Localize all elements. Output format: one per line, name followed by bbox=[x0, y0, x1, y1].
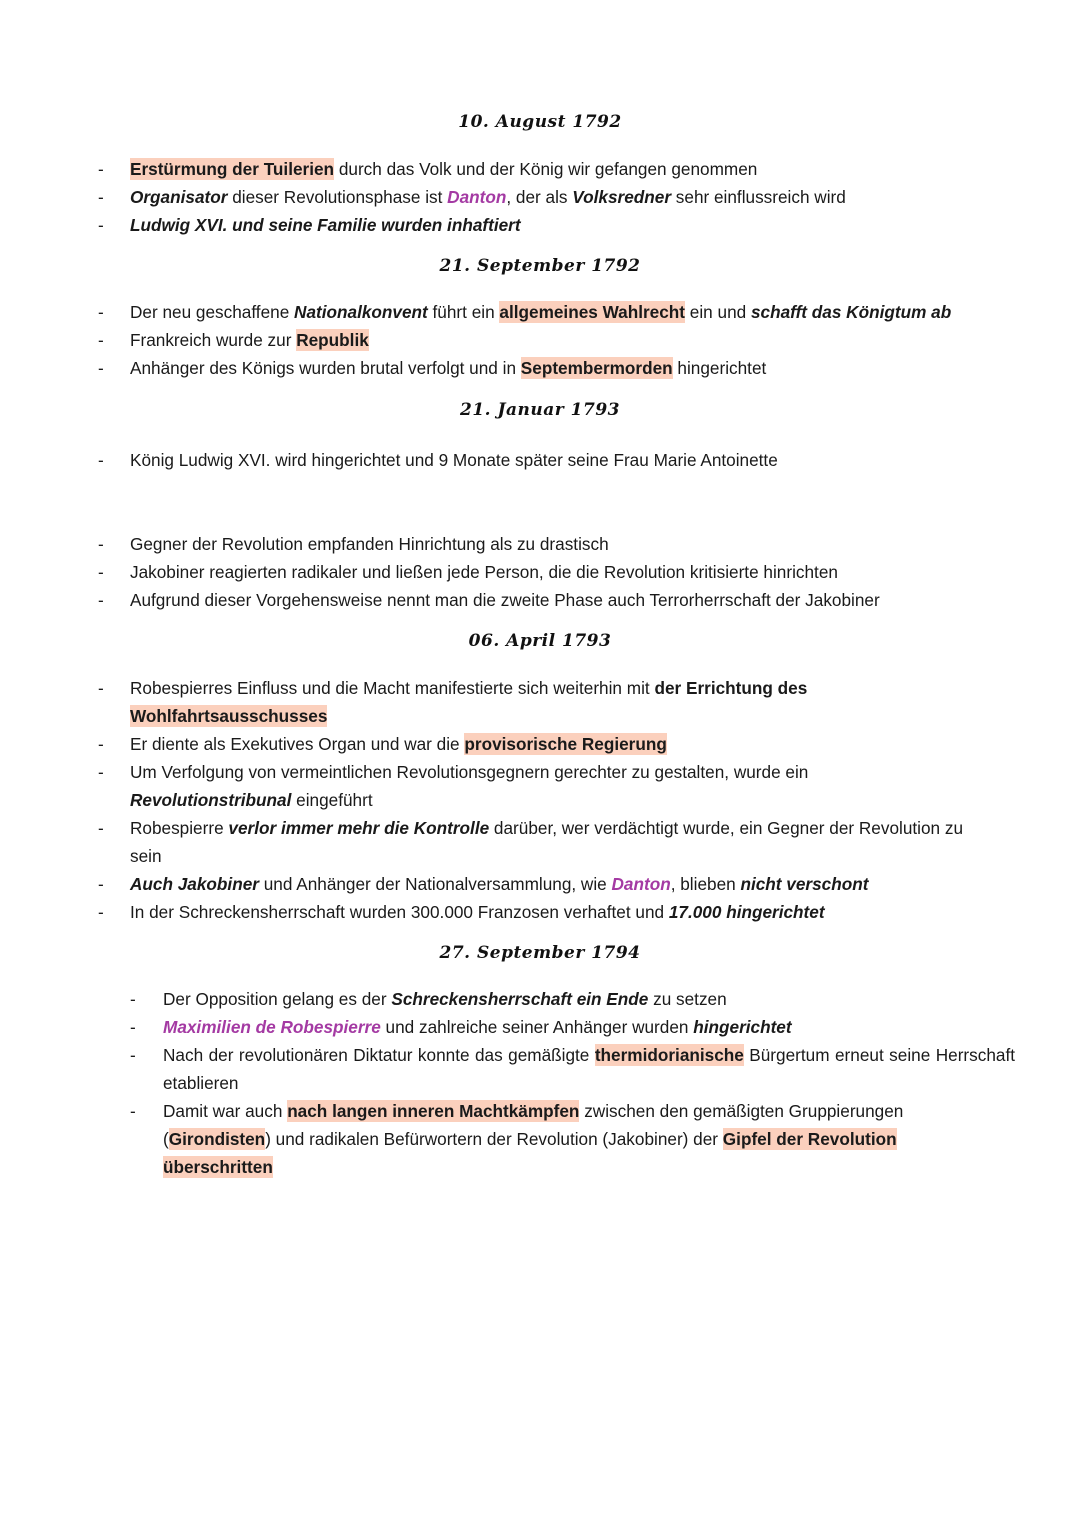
text-b: der Errichtung des bbox=[654, 678, 808, 698]
item-text bbox=[130, 326, 1010, 354]
text-run: ) und radikalen Befürwortern der Revolution (Jakobiner) der bbox=[265, 1129, 723, 1149]
item-text bbox=[130, 898, 1030, 926]
text-run: Nach der revolutionären Diktatur konnte das gemäßigte bbox=[163, 1045, 595, 1065]
text-hl: nach langen inneren Machtkämpfen bbox=[287, 1101, 580, 1121]
text-bi: 17.000 hingerichtet bbox=[668, 902, 825, 922]
text-run: , blieben bbox=[670, 874, 741, 894]
text-bi: Auch Jakobiner bbox=[130, 874, 259, 894]
item-text bbox=[130, 558, 1010, 586]
text-bi: Volksredner bbox=[572, 187, 672, 207]
text-bi: hingerichtet bbox=[693, 1017, 792, 1037]
item-text bbox=[130, 870, 1030, 898]
text-bi: verlor immer mehr die Kontrolle bbox=[228, 818, 490, 838]
item-text bbox=[163, 1013, 1013, 1041]
text-run: durch das Volk und der König wir gefangen genommen bbox=[334, 159, 758, 179]
item-text bbox=[130, 814, 1030, 870]
text-run: König Ludwig XVI. wird hingerichtet und 9 Monate später seine Frau Marie Antoinette bbox=[130, 450, 778, 470]
text-run: In der Schreckensherrschaft wurden 300.000 Franzosen verhaftet und bbox=[130, 902, 669, 922]
item-text bbox=[163, 1097, 1015, 1181]
text-run: Der Opposition gelang es der bbox=[163, 989, 392, 1009]
text-hl: Wohlfahrtsausschusses bbox=[130, 706, 328, 726]
text-hl: provisorische Regierung bbox=[464, 734, 667, 754]
text-run: Der neu geschaffene bbox=[130, 302, 295, 322]
item-text bbox=[163, 1041, 1015, 1097]
item-text bbox=[130, 730, 1010, 758]
document-page: 10. August 1792 - Erstürmung der Tuilerien durch das Volk und der König wir gefangen genommen - Organisator dieser Revolutionsphase ist Danton, der als Volksredner sehr einflussreich wird - Ludwig XVI. und seine Familie wurden inhaftiert 21. September 1792 - Der neu geschaffene Nationalkonvent führt ein allgemeines Wahlrecht ein und schafft das Königtum ab - Frankreich wurde zur Republik - Anhänger des Königs wurden brutal verfolgt und in Septembermorden hingerichtet 21. Januar 1793 - König Ludwig XVI. wird hingerichtet und 9 Monate später seine Frau Marie Antoinette - Gegner der Revolution empfanden Hinrichtung als zu drastisch - Jakobiner reagierten radikaler und ließen jede Person, die die Revolution kritisierte hinrichten - Aufgrund dieser Vorgehensweise nennt man die zweite Phase auch Terrorherrschaft der Jakobiner 06. April 1793 - Robespierres Einfluss und die Macht manifestierte sich weiterhin mit der Errichtung des Wohlfahrtsausschusses - Er diente als Exekutives Organ und war die provisorische Regierung - Um Verfolgung von vermeintlichen Revolutionsgegnern gerechter zu gestalten, wurde ein Revolutionstribunal eingeführt - Robespierre verlor immer mehr die Kontrolle darüber, wer verdächtigt wurde, ein Gegner der Revolution zu sein - Auch Jakobiner und Anhänger der Nationalversammlung, wie Danton, blieben nicht verschont - In der Schreckensherrschaft wurden 300.000 Franzosen verhaftet und 17.000 hingerichtet 27. September 1794 - Der Opposition gelang es der Schreckensherrschaft ein Ende zu setzen - Maximilien de Robespierre und zahlreiche seiner Anhänger wurden hingerichtet - Nach der revolutionären Diktatur konnte das gemäßigte thermidorianische Bürgertum erneut seine Herrschaft etablieren - Damit war auch nach langen inneren Machtkämpfen zwischen den gemäßigten Gruppierungen (Girondisten) und radikalen Befürwortern der Revolution (Jakobiner) der Gipfel der Revolution überschritten bbox=[0, 0, 1080, 1527]
date-heading-apr-1793: 06. April 1793 bbox=[468, 631, 612, 651]
text-purple: Danton bbox=[447, 187, 507, 207]
text-hl: überschritten bbox=[163, 1157, 273, 1177]
text-run: eingeführt bbox=[291, 790, 373, 810]
text-run: darüber, wer verdächtigt wurde, ein Gegner der Revolution zu bbox=[489, 818, 964, 838]
item-text bbox=[130, 354, 1010, 382]
date-heading-jan-1793: 21. Januar 1793 bbox=[460, 400, 620, 420]
text-hl: Septembermorden bbox=[520, 358, 673, 378]
text-bi: nicht verschont bbox=[740, 874, 869, 894]
item-text bbox=[130, 446, 1010, 474]
text-run: zwischen den gemäßigten Gruppierungen bbox=[579, 1101, 904, 1121]
text-hl: Gipfel der Revolution bbox=[722, 1129, 897, 1149]
text-run: dieser Revolutionsphase ist bbox=[227, 187, 448, 207]
text-run: Um Verfolgung von vermeintlichen Revolutionsgegnern gerechter zu gestalten, wurde ein bbox=[130, 762, 809, 782]
item-text bbox=[130, 674, 1030, 730]
text-run: führt ein bbox=[427, 302, 500, 322]
text-run: Robespierre bbox=[130, 818, 229, 838]
text-bi: schafft das Königtum ab bbox=[750, 302, 952, 322]
text-hl: Erstürmung der Tuilerien bbox=[130, 159, 335, 179]
text-bi: Nationalkonvent bbox=[294, 302, 428, 322]
text-run: Bürgertum erneut seine Herrschaft etablieren bbox=[163, 1045, 1015, 1093]
text-bi: Organisator bbox=[130, 187, 228, 207]
text-run: zu setzen bbox=[648, 989, 727, 1009]
text-run: Anhänger des Königs wurden brutal verfolgt und in bbox=[130, 358, 521, 378]
text-run: Damit war auch bbox=[163, 1101, 288, 1121]
text-run: sehr einflussreich wird bbox=[671, 187, 846, 207]
item-text bbox=[130, 530, 1010, 558]
item-text bbox=[163, 985, 1013, 1013]
item-text bbox=[130, 586, 1030, 614]
item-text bbox=[130, 183, 1010, 211]
text-hl: Republik bbox=[296, 330, 369, 350]
text-run: ein und bbox=[685, 302, 751, 322]
text-hl: thermidorianische bbox=[594, 1045, 744, 1065]
text-bi: Ludwig XVI. und seine Familie wurden inhaftiert bbox=[130, 215, 521, 235]
date-heading-sep-1792: 21. September 1792 bbox=[439, 256, 641, 276]
text-run: sein bbox=[130, 846, 162, 866]
text-purple: Maximilien de Robespierre bbox=[163, 1017, 381, 1037]
text-bi: Schreckensherrschaft ein Ende bbox=[391, 989, 649, 1009]
text-run: Robespierres Einfluss und die Macht manifestierte sich weiterhin mit bbox=[130, 678, 655, 698]
text-run: ( bbox=[163, 1129, 169, 1149]
text-run: , der als bbox=[506, 187, 573, 207]
text-run: Jakobiner reagierten radikaler und ließen jede Person, die die Revolution kritisierte hinrichten bbox=[130, 562, 838, 582]
item-text bbox=[130, 758, 1030, 814]
text-run: und Anhänger der Nationalversammlung, wie bbox=[258, 874, 612, 894]
text-hl: Girondisten bbox=[168, 1129, 266, 1149]
item-text bbox=[130, 211, 1010, 239]
text-run: und zahlreiche seiner Anhänger wurden bbox=[380, 1017, 694, 1037]
text-bi: Revolutionstribunal bbox=[130, 790, 292, 810]
item-text bbox=[130, 298, 1030, 326]
text-run: Frankreich wurde zur bbox=[130, 330, 297, 350]
date-heading-sep-1794: 27. September 1794 bbox=[439, 943, 641, 963]
text-run: Aufgrund dieser Vorgehensweise nennt man die zweite Phase auch Terrorherrschaft der Jakobiner bbox=[130, 590, 880, 610]
text-run: Gegner der Revolution empfanden Hinrichtung als zu drastisch bbox=[130, 534, 609, 554]
text-hl: allgemeines Wahlrecht bbox=[499, 302, 686, 322]
text-run: Er diente als Exekutives Organ und war die bbox=[130, 734, 465, 754]
item-text bbox=[130, 155, 1010, 183]
text-purple: Danton bbox=[611, 874, 671, 894]
date-heading-aug-1792: 10. August 1792 bbox=[458, 112, 622, 132]
text-run: hingerichtet bbox=[672, 358, 767, 378]
